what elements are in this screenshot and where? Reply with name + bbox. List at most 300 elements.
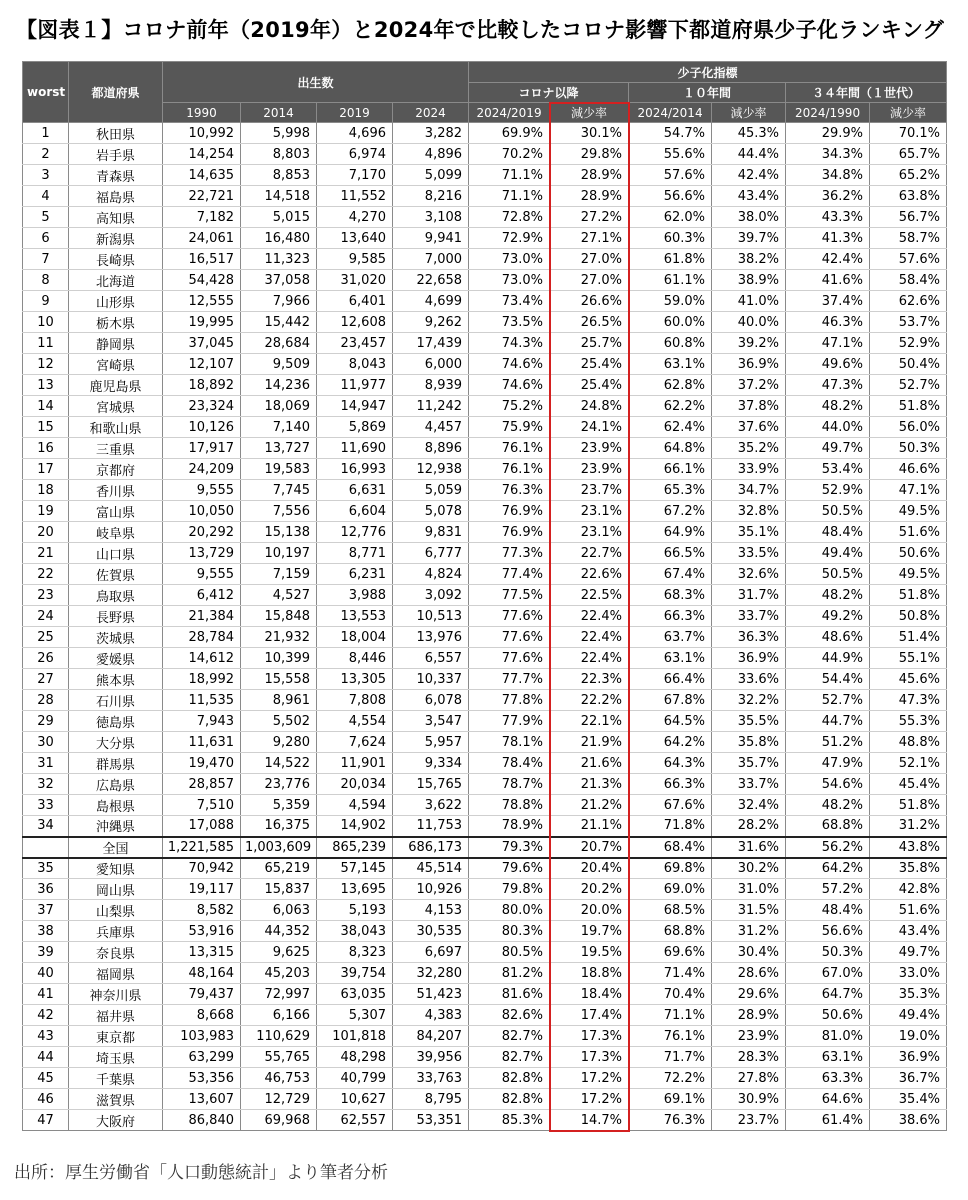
decline-10y-cell: 37.6% (712, 417, 786, 438)
births-2014-cell: 9,625 (241, 942, 317, 963)
decline-34y-cell: 56.0% (870, 417, 947, 438)
births-1990-cell: 13,315 (163, 942, 241, 963)
decline-34y-cell: 42.8% (870, 879, 947, 900)
decline-34y-cell: 38.6% (870, 1110, 947, 1131)
births-2019-cell: 18,004 (317, 627, 393, 648)
ratio-2024-2019-cell: 76.9% (469, 522, 550, 543)
national-row (23, 837, 947, 858)
decline-10y-cell: 38.9% (712, 270, 786, 291)
decline-covid-cell: 19.5% (550, 942, 629, 963)
header-covid-period: コロナ以降 (469, 83, 629, 103)
ratio-2024-1990-cell: 53.4% (786, 459, 870, 480)
births-1990-cell: 7,510 (163, 795, 241, 816)
births-2024-cell: 5,957 (393, 732, 469, 753)
births-2024-cell: 11,242 (393, 396, 469, 417)
table-row (23, 564, 947, 585)
ratio-2024-2019-cell: 77.4% (469, 564, 550, 585)
births-2014-cell: 6,063 (241, 900, 317, 921)
ratio-2024-1990-cell: 48.4% (786, 900, 870, 921)
prefecture-cell: 茨城県 (69, 627, 163, 648)
decline-covid-cell: 27.0% (550, 270, 629, 291)
prefecture-cell: 岐阜県 (69, 522, 163, 543)
decline-covid-cell: 22.1% (550, 711, 629, 732)
header-year-2024: 2024 (393, 103, 469, 123)
prefecture-cell: 青森県 (69, 165, 163, 186)
decline-10y-cell: 36.3% (712, 627, 786, 648)
source-note: 出所：厚生労働省「人口動態統計」より筆者分析 (14, 1163, 388, 1183)
decline-34y-cell: 36.9% (870, 1047, 947, 1068)
decline-34y-cell: 63.8% (870, 186, 947, 207)
table-row (23, 480, 947, 501)
prefecture-cell: 愛知県 (69, 858, 163, 879)
prefecture-cell: 岡山県 (69, 879, 163, 900)
births-2024-cell: 4,824 (393, 564, 469, 585)
ratio-2024-1990-cell: 49.7% (786, 438, 870, 459)
decline-34y-cell: 52.9% (870, 333, 947, 354)
rank-cell: 16 (23, 438, 69, 459)
ratio-2024-2014-cell: 59.0% (629, 291, 712, 312)
decline-covid-cell: 22.4% (550, 648, 629, 669)
decline-10y-cell: 33.5% (712, 543, 786, 564)
ratio-2024-2019-cell: 78.9% (469, 816, 550, 837)
decline-covid-cell: 26.5% (550, 312, 629, 333)
decline-covid-cell: 30.1% (550, 123, 629, 144)
ratio-2024-2019-cell: 72.8% (469, 207, 550, 228)
prefecture-cell: 大阪府 (69, 1110, 163, 1131)
births-2014-cell: 18,069 (241, 396, 317, 417)
table-row (23, 648, 947, 669)
ratio-2024-2019-cell: 77.6% (469, 627, 550, 648)
decline-covid-cell: 17.3% (550, 1047, 629, 1068)
decline-34y-cell: 46.6% (870, 459, 947, 480)
ratio-2024-1990-cell: 48.2% (786, 795, 870, 816)
decline-covid-cell: 29.8% (550, 144, 629, 165)
ratio-2024-1990-cell: 46.3% (786, 312, 870, 333)
births-2019-cell: 4,270 (317, 207, 393, 228)
ratio-2024-2014-cell: 62.8% (629, 375, 712, 396)
births-2014-cell: 72,997 (241, 984, 317, 1005)
table-row (23, 816, 947, 837)
ratio-2024-2019-cell: 80.3% (469, 921, 550, 942)
births-2019-cell: 865,239 (317, 837, 393, 858)
decline-10y-cell: 30.9% (712, 1089, 786, 1110)
rank-cell: 1 (23, 123, 69, 144)
births-2024-cell: 84,207 (393, 1026, 469, 1047)
table-row (23, 1068, 947, 1089)
ratio-2024-2014-cell: 63.7% (629, 627, 712, 648)
ratio-2024-2014-cell: 65.3% (629, 480, 712, 501)
decline-10y-cell: 33.7% (712, 774, 786, 795)
births-2014-cell: 69,968 (241, 1110, 317, 1131)
births-1990-cell: 14,635 (163, 165, 241, 186)
header-ratio-2024-1990: 2024/1990 (786, 103, 870, 123)
decline-10y-cell: 28.3% (712, 1047, 786, 1068)
ratio-2024-1990-cell: 44.7% (786, 711, 870, 732)
decline-covid-cell: 22.7% (550, 543, 629, 564)
births-2024-cell: 17,439 (393, 333, 469, 354)
decline-covid-cell: 19.7% (550, 921, 629, 942)
births-2014-cell: 15,837 (241, 879, 317, 900)
ratio-2024-2019-cell: 82.6% (469, 1005, 550, 1026)
births-2019-cell: 9,585 (317, 249, 393, 270)
births-2014-cell: 5,015 (241, 207, 317, 228)
rank-cell: 12 (23, 354, 69, 375)
table-row (23, 795, 947, 816)
births-2014-cell: 23,776 (241, 774, 317, 795)
decline-10y-cell: 40.0% (712, 312, 786, 333)
births-2019-cell: 13,640 (317, 228, 393, 249)
decline-covid-cell: 20.7% (550, 837, 629, 858)
ratio-2024-2014-cell: 69.8% (629, 858, 712, 879)
ratio-2024-2014-cell: 68.8% (629, 921, 712, 942)
table-row (23, 354, 947, 375)
ranking-table-wrapper (22, 61, 946, 1131)
prefecture-cell: 大分県 (69, 732, 163, 753)
births-2024-cell: 10,337 (393, 669, 469, 690)
ratio-2024-2014-cell: 56.6% (629, 186, 712, 207)
ratio-2024-2014-cell: 60.3% (629, 228, 712, 249)
table-row (23, 438, 947, 459)
births-1990-cell: 24,061 (163, 228, 241, 249)
table-row (23, 900, 947, 921)
births-2014-cell: 16,480 (241, 228, 317, 249)
decline-34y-cell: 50.4% (870, 354, 947, 375)
ratio-2024-1990-cell: 51.2% (786, 732, 870, 753)
rank-cell: 44 (23, 1047, 69, 1068)
births-2024-cell: 12,938 (393, 459, 469, 480)
ratio-2024-1990-cell: 64.7% (786, 984, 870, 1005)
ratio-2024-2014-cell: 61.8% (629, 249, 712, 270)
prefecture-cell: 岩手県 (69, 144, 163, 165)
births-1990-cell: 37,045 (163, 333, 241, 354)
ratio-2024-2019-cell: 81.6% (469, 984, 550, 1005)
ratio-2024-2019-cell: 77.9% (469, 711, 550, 732)
header-decline-34y: 減少率 (870, 103, 947, 123)
births-1990-cell: 53,916 (163, 921, 241, 942)
rank-cell: 29 (23, 711, 69, 732)
births-2024-cell: 6,777 (393, 543, 469, 564)
prefecture-cell: 北海道 (69, 270, 163, 291)
prefecture-cell: 群馬県 (69, 753, 163, 774)
births-2019-cell: 62,557 (317, 1110, 393, 1131)
prefecture-cell: 静岡県 (69, 333, 163, 354)
ratio-2024-2014-cell: 60.0% (629, 312, 712, 333)
ratio-2024-2019-cell: 75.9% (469, 417, 550, 438)
decline-34y-cell: 36.7% (870, 1068, 947, 1089)
prefecture-cell: 秋田県 (69, 123, 163, 144)
ratio-2024-2019-cell: 76.9% (469, 501, 550, 522)
decline-34y-cell: 52.1% (870, 753, 947, 774)
table-row (23, 1110, 947, 1131)
prefecture-cell: 山口県 (69, 543, 163, 564)
ratio-2024-1990-cell: 54.6% (786, 774, 870, 795)
births-2024-cell: 15,765 (393, 774, 469, 795)
births-2024-cell: 33,763 (393, 1068, 469, 1089)
births-2019-cell: 4,594 (317, 795, 393, 816)
ratio-2024-1990-cell: 63.3% (786, 1068, 870, 1089)
table-row (23, 543, 947, 564)
births-2024-cell: 4,383 (393, 1005, 469, 1026)
births-2024-cell: 6,697 (393, 942, 469, 963)
header-decline-10y: 減少率 (712, 103, 786, 123)
births-2014-cell: 7,745 (241, 480, 317, 501)
ratio-2024-2014-cell: 64.8% (629, 438, 712, 459)
births-2024-cell: 686,173 (393, 837, 469, 858)
births-2024-cell: 10,926 (393, 879, 469, 900)
decline-10y-cell: 27.8% (712, 1068, 786, 1089)
decline-covid-cell: 22.4% (550, 606, 629, 627)
rank-cell: 8 (23, 270, 69, 291)
prefecture-cell: 鹿児島県 (69, 375, 163, 396)
ratio-2024-2014-cell: 66.3% (629, 774, 712, 795)
births-2024-cell: 53,351 (393, 1110, 469, 1131)
births-2019-cell: 23,457 (317, 333, 393, 354)
table-row (23, 270, 947, 291)
prefecture-cell: 佐賀県 (69, 564, 163, 585)
decline-10y-cell: 36.9% (712, 354, 786, 375)
decline-covid-cell: 20.0% (550, 900, 629, 921)
births-2014-cell: 14,522 (241, 753, 317, 774)
decline-34y-cell: 58.4% (870, 270, 947, 291)
ratio-2024-2019-cell: 79.6% (469, 858, 550, 879)
header-year-1990: 1990 (163, 103, 241, 123)
births-2019-cell: 8,771 (317, 543, 393, 564)
ratio-2024-1990-cell: 37.4% (786, 291, 870, 312)
table-row (23, 858, 947, 879)
prefecture-cell: 宮城県 (69, 396, 163, 417)
ratio-2024-2014-cell: 64.9% (629, 522, 712, 543)
prefecture-cell: 兵庫県 (69, 921, 163, 942)
ratio-2024-2019-cell: 74.6% (469, 375, 550, 396)
decline-34y-cell: 51.8% (870, 585, 947, 606)
ratio-2024-1990-cell: 68.8% (786, 816, 870, 837)
ratio-2024-2014-cell: 61.1% (629, 270, 712, 291)
births-2024-cell: 8,795 (393, 1089, 469, 1110)
decline-10y-cell: 38.0% (712, 207, 786, 228)
births-2014-cell: 5,998 (241, 123, 317, 144)
ratio-2024-2014-cell: 55.6% (629, 144, 712, 165)
prefecture-cell: 福井県 (69, 1005, 163, 1026)
births-1990-cell: 14,254 (163, 144, 241, 165)
decline-covid-cell: 27.2% (550, 207, 629, 228)
births-2019-cell: 4,696 (317, 123, 393, 144)
decline-10y-cell: 34.7% (712, 480, 786, 501)
decline-10y-cell: 39.7% (712, 228, 786, 249)
ratio-2024-1990-cell: 54.4% (786, 669, 870, 690)
decline-covid-cell: 25.4% (550, 354, 629, 375)
births-1990-cell: 10,126 (163, 417, 241, 438)
decline-10y-cell: 35.5% (712, 711, 786, 732)
decline-covid-cell: 23.1% (550, 501, 629, 522)
decline-10y-cell: 32.8% (712, 501, 786, 522)
table-row (23, 585, 947, 606)
ratio-2024-2014-cell: 71.1% (629, 1005, 712, 1026)
table-row (23, 753, 947, 774)
decline-10y-cell: 44.4% (712, 144, 786, 165)
ratio-2024-2019-cell: 82.8% (469, 1089, 550, 1110)
decline-covid-cell: 23.1% (550, 522, 629, 543)
births-2024-cell: 9,262 (393, 312, 469, 333)
prefecture-cell: 福島県 (69, 186, 163, 207)
births-2024-cell: 5,078 (393, 501, 469, 522)
births-2019-cell: 57,145 (317, 858, 393, 879)
births-2014-cell: 44,352 (241, 921, 317, 942)
ratio-2024-2019-cell: 79.8% (469, 879, 550, 900)
births-2024-cell: 11,753 (393, 816, 469, 837)
table-row (23, 207, 947, 228)
table-row (23, 963, 947, 984)
births-2024-cell: 5,099 (393, 165, 469, 186)
prefecture-cell: 島根県 (69, 795, 163, 816)
ratio-2024-1990-cell: 81.0% (786, 1026, 870, 1047)
ratio-2024-1990-cell: 57.2% (786, 879, 870, 900)
decline-10y-cell: 31.6% (712, 837, 786, 858)
births-1990-cell: 24,209 (163, 459, 241, 480)
ratio-2024-2014-cell: 68.4% (629, 837, 712, 858)
births-2019-cell: 7,624 (317, 732, 393, 753)
decline-34y-cell: 50.6% (870, 543, 947, 564)
births-1990-cell: 1,221,585 (163, 837, 241, 858)
rank-cell: 10 (23, 312, 69, 333)
table-row (23, 984, 947, 1005)
births-1990-cell: 19,995 (163, 312, 241, 333)
ratio-2024-2014-cell: 69.1% (629, 1089, 712, 1110)
table-row (23, 1047, 947, 1068)
births-1990-cell: 14,612 (163, 648, 241, 669)
births-2019-cell: 13,695 (317, 879, 393, 900)
births-1990-cell: 7,943 (163, 711, 241, 732)
births-2019-cell: 16,993 (317, 459, 393, 480)
births-1990-cell: 8,668 (163, 1005, 241, 1026)
births-2014-cell: 12,729 (241, 1089, 317, 1110)
decline-34y-cell: 55.3% (870, 711, 947, 732)
births-1990-cell: 17,088 (163, 816, 241, 837)
ratio-2024-2014-cell: 68.5% (629, 900, 712, 921)
births-2014-cell: 7,140 (241, 417, 317, 438)
births-1990-cell: 8,582 (163, 900, 241, 921)
prefecture-cell: 全国 (69, 837, 163, 858)
prefecture-cell: 山梨県 (69, 900, 163, 921)
births-1990-cell: 79,437 (163, 984, 241, 1005)
rank-cell: 47 (23, 1110, 69, 1131)
births-2019-cell: 11,552 (317, 186, 393, 207)
ratio-2024-2019-cell: 85.3% (469, 1110, 550, 1131)
decline-34y-cell: 65.7% (870, 144, 947, 165)
ratio-2024-1990-cell: 48.2% (786, 396, 870, 417)
ratio-2024-2014-cell: 64.2% (629, 732, 712, 753)
decline-covid-cell: 27.1% (550, 228, 629, 249)
ratio-2024-2019-cell: 78.1% (469, 732, 550, 753)
births-2024-cell: 39,956 (393, 1047, 469, 1068)
births-1990-cell: 18,892 (163, 375, 241, 396)
births-2014-cell: 7,159 (241, 564, 317, 585)
births-2019-cell: 5,307 (317, 1005, 393, 1026)
decline-covid-cell: 22.5% (550, 585, 629, 606)
table-row (23, 249, 947, 270)
decline-10y-cell: 32.6% (712, 564, 786, 585)
births-2019-cell: 12,608 (317, 312, 393, 333)
ratio-2024-2019-cell: 82.7% (469, 1047, 550, 1068)
ratio-2024-2014-cell: 57.6% (629, 165, 712, 186)
births-2019-cell: 38,043 (317, 921, 393, 942)
births-2019-cell: 39,754 (317, 963, 393, 984)
births-2019-cell: 14,947 (317, 396, 393, 417)
births-2024-cell: 45,514 (393, 858, 469, 879)
ratio-2024-1990-cell: 49.4% (786, 543, 870, 564)
table-row (23, 1026, 947, 1047)
births-2014-cell: 7,556 (241, 501, 317, 522)
decline-34y-cell: 49.5% (870, 564, 947, 585)
births-2024-cell: 13,976 (393, 627, 469, 648)
decline-34y-cell: 49.5% (870, 501, 947, 522)
births-2024-cell: 3,622 (393, 795, 469, 816)
decline-covid-cell: 21.6% (550, 753, 629, 774)
rank-cell: 19 (23, 501, 69, 522)
ratio-2024-1990-cell: 41.3% (786, 228, 870, 249)
ratio-2024-2014-cell: 67.8% (629, 690, 712, 711)
ratio-2024-2014-cell: 62.2% (629, 396, 712, 417)
table-row (23, 942, 947, 963)
rank-cell: 18 (23, 480, 69, 501)
ratio-2024-2019-cell: 70.2% (469, 144, 550, 165)
prefecture-cell: 長野県 (69, 606, 163, 627)
births-2019-cell: 5,869 (317, 417, 393, 438)
decline-34y-cell: 47.1% (870, 480, 947, 501)
births-1990-cell: 19,117 (163, 879, 241, 900)
decline-covid-cell: 26.6% (550, 291, 629, 312)
births-1990-cell: 53,356 (163, 1068, 241, 1089)
decline-34y-cell: 48.8% (870, 732, 947, 753)
decline-covid-cell: 23.7% (550, 480, 629, 501)
births-2019-cell: 14,902 (317, 816, 393, 837)
decline-34y-cell: 70.1% (870, 123, 947, 144)
rank-cell: 40 (23, 963, 69, 984)
ratio-2024-2014-cell: 63.1% (629, 354, 712, 375)
decline-34y-cell: 50.3% (870, 438, 947, 459)
births-2019-cell: 5,193 (317, 900, 393, 921)
births-2014-cell: 8,803 (241, 144, 317, 165)
births-1990-cell: 70,942 (163, 858, 241, 879)
rank-cell: 7 (23, 249, 69, 270)
ratio-2024-2019-cell: 77.7% (469, 669, 550, 690)
ratio-2024-1990-cell: 29.9% (786, 123, 870, 144)
births-2024-cell: 32,280 (393, 963, 469, 984)
decline-10y-cell: 33.6% (712, 669, 786, 690)
births-1990-cell: 54,428 (163, 270, 241, 291)
ratio-2024-2019-cell: 74.3% (469, 333, 550, 354)
rank-cell: 33 (23, 795, 69, 816)
decline-34y-cell: 35.8% (870, 858, 947, 879)
decline-10y-cell: 35.2% (712, 438, 786, 459)
header-ratio-2024-2019: 2024/2019 (469, 103, 550, 123)
births-2014-cell: 28,684 (241, 333, 317, 354)
decline-10y-cell: 32.2% (712, 690, 786, 711)
births-2014-cell: 8,961 (241, 690, 317, 711)
table-row (23, 879, 947, 900)
births-1990-cell: 12,555 (163, 291, 241, 312)
ratio-2024-2019-cell: 71.1% (469, 186, 550, 207)
rank-cell: 25 (23, 627, 69, 648)
births-2014-cell: 15,848 (241, 606, 317, 627)
births-2024-cell: 4,699 (393, 291, 469, 312)
ratio-2024-1990-cell: 61.4% (786, 1110, 870, 1131)
prefecture-cell: 福岡県 (69, 963, 163, 984)
births-2014-cell: 15,558 (241, 669, 317, 690)
births-2024-cell: 9,334 (393, 753, 469, 774)
decline-10y-cell: 30.2% (712, 858, 786, 879)
births-1990-cell: 13,607 (163, 1089, 241, 1110)
ratio-2024-2019-cell: 76.3% (469, 480, 550, 501)
